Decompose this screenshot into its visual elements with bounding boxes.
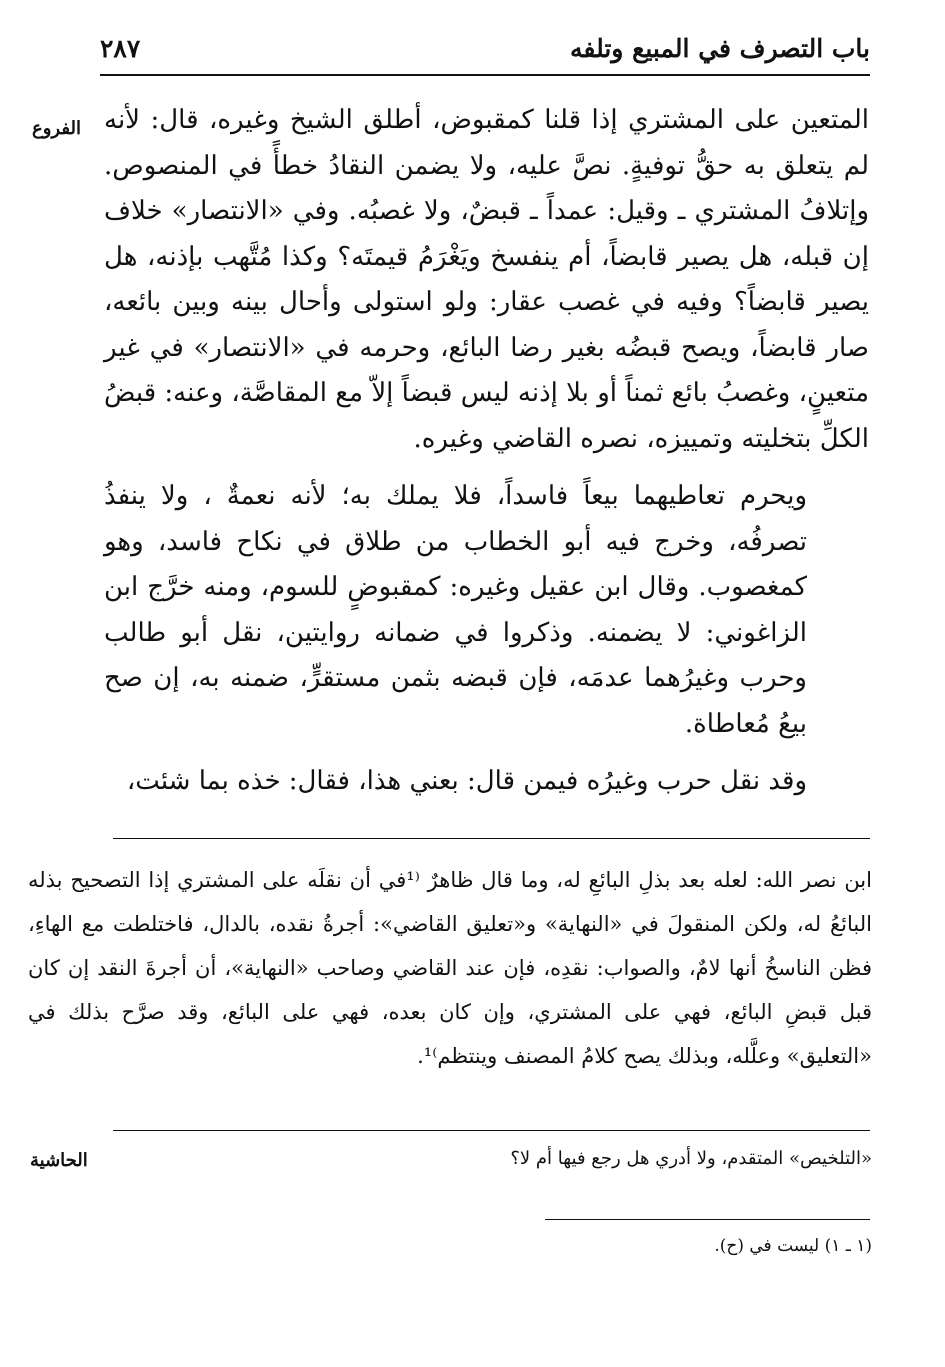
- main-text: [104, 98, 869, 805]
- main-paragraph-2: ويحرم تعاطيهما بيعاً فاسداً، فلا يملك به؛ لأنه نعمةٌ ، ولا ينفذُ تصرفُه، وخرج فيه أبو الخطاب من طلاق في نكاح فاسد، وهو كمغصوب. وقال ابن عقيل وغيره: كمقبوضٍ للسوم، ومنه خرَّج ابن الزاغوني: لا يضمنه. وذكروا في ضمانه روايتين، نقل أبو طالب وحرب وغيرُهما عدمَه، فإن قبضه بثمن مستقرٍّ، ضمنه به، إن صح بيعُ مُعاطاة.: [104, 481, 807, 739]
- separator-rule-2: [113, 1130, 870, 1131]
- tashih-commentary: [28, 858, 872, 1078]
- footnote: (١ ـ ١) ليست في (ح).: [714, 1236, 872, 1256]
- main-paragraph-1: المتعين على المشتري إذا قلنا كمقبوض، أطلق الشيخ وغيره، قال: لأنه لم يتعلق به حقُّ توفيةٍ. نصَّ عليه، ولا يضمن النقادُ خطأً في المنصوص. وإتلافُ المشتري ـ وقيل: عمداً ـ قبضٌ، ولا غصبُه. وفي «الانتصار» خلاف إن قبله، هل يصير قابضاً، أم ينفسخ ويَغْرَمُ قيمتَه؟ وكذا مُتَّهب بإذنه، هل يصير قابضاً؟ وفيه في غصب عقار: ولو استولى وأحال بينه وبين بائعه، صار قابضاً، ويصح قبضُه بغير رضا البائع، وحرمه في «الانتصار» في غير متعينٍ، وغصبُ بائع ثمناً أو بلا إذنه ليس قبضاً إلاّ مع المقاصَّة، وعنه: قبضُ الكلِّ بتخليته وتمييزه، نصره القاضي وغيره.: [104, 105, 869, 454]
- page-header: [100, 30, 870, 72]
- margin-label-hashiya: الحاشية: [30, 1150, 88, 1171]
- header-rule: [100, 74, 870, 76]
- main-paragraph-3: وقد نقل حرب وغيرُه فيمن قال: بعني هذا، فقال: خذه بما شئت،: [126, 766, 807, 796]
- hashiya-text: «التلخيص» المتقدم، ولا أدري هل رجع فيها أم لا؟: [510, 1148, 872, 1169]
- chapter-title: باب التصرف في المبيع وتلفه: [570, 34, 870, 63]
- commentary-paragraph: ابن نصر الله: لعله بعد بذلِ البائعِ له، وما قال ظاهرٌ ⁽¹في أن نقلَه على المشتري إذا التصحيح بذله البائعُ له، ولكن المنقولَ في «النهاية» و«تعليق القاضي»: أجرةُ نقده، بالدال، فاختلطت مع الهاءِ، فظن الناسخُ أنها لامٌ، والصواب: نقدِه، فإن عند القاضي وصاحب «النهاية»، أن أجرةَ النقد إن كان قبل قبضِ البائع، فهي على المشتري، وإن كان بعده، فهي على البائع، وقد صرَّح بذلك في «التعليق» وعلَّله، وبذلك يصح كلامُ المصنف وينتظم⁾¹.: [28, 868, 872, 1068]
- separator-rule-1: [113, 838, 870, 839]
- margin-label-furu: الفروع: [32, 118, 81, 139]
- footnote-rule: [545, 1219, 870, 1220]
- page-number: ٢٨٧: [100, 34, 141, 63]
